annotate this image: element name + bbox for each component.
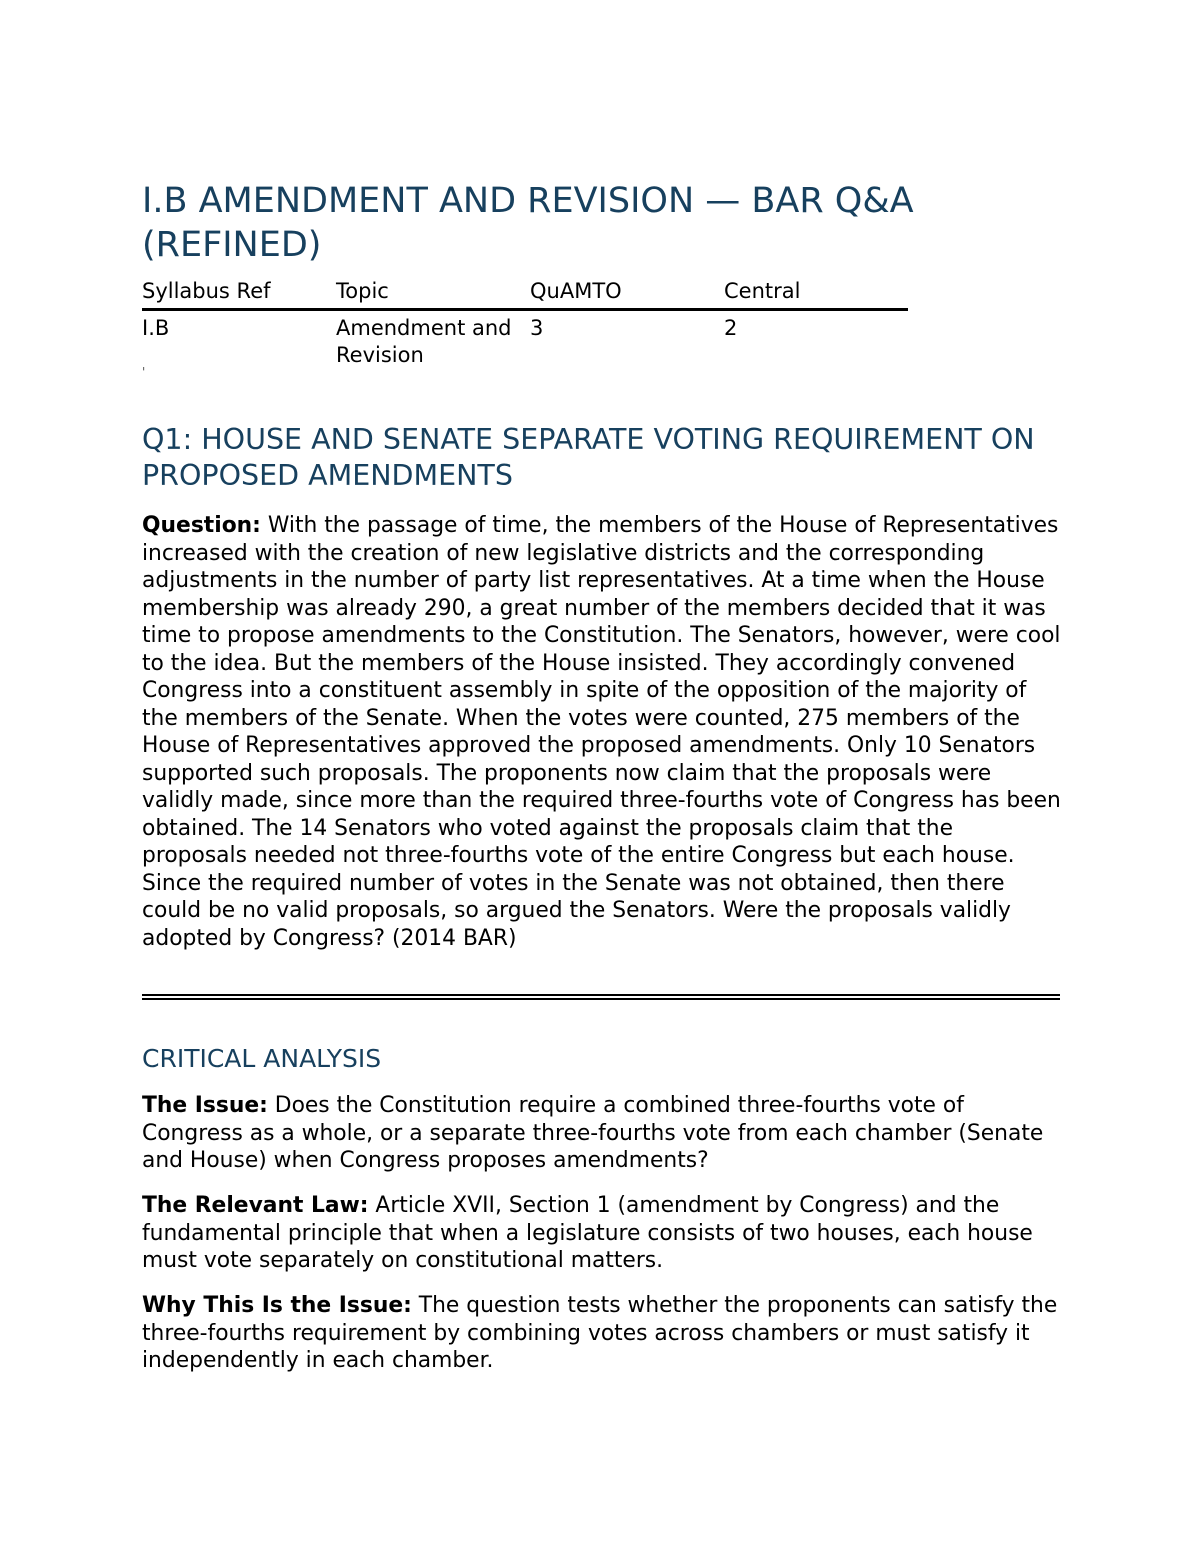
header-quamto: QuAMTO xyxy=(530,278,724,310)
header-syllabus-ref: Syllabus Ref xyxy=(142,278,336,310)
question-paragraph xyxy=(142,512,1062,952)
question-text: With the passage of time, the members of the House of Representatives increased with the creation of new legislative districts and the corresponding adjustments in the number of party list representatives. At a time when the House membership was already 290, a great number of the members decided that it was time to propose amendments to the Constitution. The Senators, however, were cool to the idea. But the members of the House insisted. They accordingly convened Congress into a constituent assembly in spite of the opposition of the majority of the members of the Senate. When the votes were counted, 275 members of the House of Representatives approved the proposed amendments. Only 10 Senators supported such proposals. The proponents now claim that the proposals were validly made, since more than the required three-fourths vote of Congress has been obtained. The 14 Senators who voted against the proposals claim that the proposals needed not three-fourths vote of the entire Congress but each house. Since the required number of votes in the Senate was not obtained, then there could be no valid proposals, so argued the Senators. Were the proposals validly adopted by Congress? (2014 BAR) xyxy=(142,513,1061,951)
header-central: Central xyxy=(724,278,908,310)
double-divider xyxy=(142,994,1060,1000)
question-label: Question: xyxy=(142,513,261,538)
header-topic: Topic xyxy=(336,278,530,310)
cell-quamto: 3 xyxy=(530,316,544,340)
law-label: The Relevant Law: xyxy=(142,1193,369,1218)
issue-paragraph xyxy=(142,1092,1062,1175)
table-header-row xyxy=(142,278,908,310)
cell-topic: Amendment and Revision xyxy=(336,316,512,367)
cell-central: 2 xyxy=(724,316,738,340)
why-label: Why This Is the Issue: xyxy=(142,1293,412,1318)
law-text: Article XVII, Section 1 (amendment by Congress) and the fundamental principle that when a legislature consists of two houses, each house must vote separately on constitutional matters. xyxy=(142,1193,1033,1273)
issue-label: The Issue: xyxy=(142,1093,268,1118)
cell-syllabus-ref: I.B xyxy=(142,316,170,340)
syllabus-table xyxy=(142,278,908,369)
question-heading: Q1: HOUSE AND SENATE SEPARATE VOTING REQUIREMENT ON PROPOSED AMENDMENTS xyxy=(142,423,1035,492)
why-paragraph xyxy=(142,1292,1062,1375)
table-row xyxy=(142,310,908,370)
stray-mark: ' xyxy=(142,365,146,379)
analysis-heading: CRITICAL ANALYSIS xyxy=(142,1044,382,1073)
document-title: I.B AMENDMENT AND REVISION — BAR Q&A (REFINED) xyxy=(142,181,914,265)
why-text: The question tests whether the proponents can satisfy the three-fourths requirement by combining votes across chambers or must satisfy it independently in each chamber. xyxy=(142,1293,1058,1373)
issue-text: Does the Constitution require a combined three-fourths vote of Congress as a whole, or a separate three-fourths vote from each chamber (Senate and House) when Congress proposes amendments? xyxy=(142,1093,1044,1173)
law-paragraph xyxy=(142,1192,1062,1275)
